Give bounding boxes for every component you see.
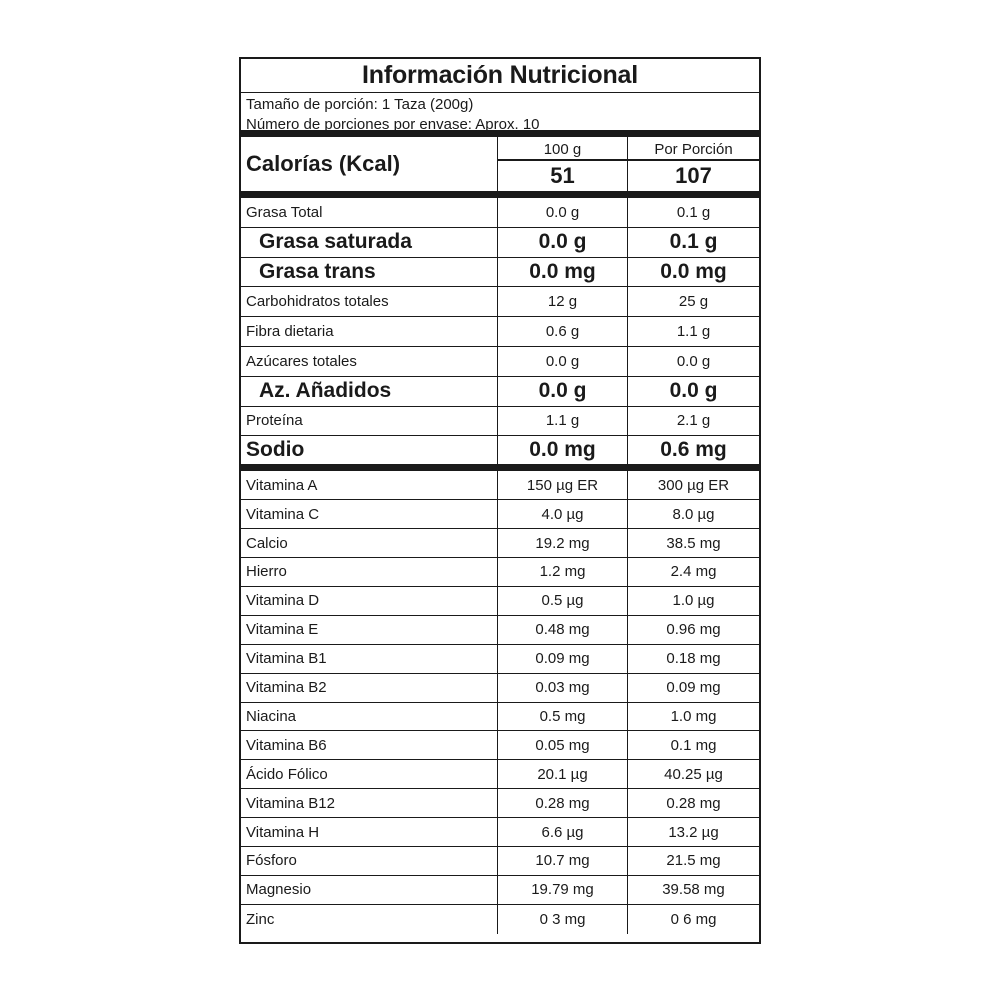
nutrient-name: Grasa trans [241, 258, 498, 287]
vitamin-per-serving: 8.0 µg [672, 505, 715, 523]
nutrient-per-100g: 1.1 g [498, 407, 628, 436]
nutrient-name: Az. Añadidos [241, 377, 498, 406]
nutrient-name: Grasa Total [241, 198, 498, 227]
vitamin-per-serving: 300 µg ER [657, 476, 730, 494]
vitamin-per-serving: 2.4 mg [670, 563, 717, 581]
vitamin-name: Magnesio [241, 876, 498, 904]
nutrient-name: Grasa saturada [241, 228, 498, 257]
vitamin-per-100g: 0.03 mg [498, 674, 628, 702]
vitamin-per-serving: 21.5 mg [666, 852, 721, 870]
vitamin-name: Vitamina B12 [241, 789, 498, 817]
nutrient-per-100g: 12 g [498, 287, 628, 316]
vitamin-per-100g: 10.7 mg [498, 847, 628, 875]
vitamin-row [241, 818, 759, 847]
vitamin-per-serving: 1.0 µg [672, 592, 715, 610]
vitamin-row [241, 703, 759, 732]
nutrient-per-100g: 0.0 g [498, 377, 628, 406]
vitamin-row [241, 529, 759, 558]
vitamin-row [241, 616, 759, 645]
nutrient-row [241, 228, 759, 258]
vitamin-name: Vitamina B2 [241, 674, 498, 702]
nutrient-per-100g: 0.0 mg [498, 258, 628, 287]
vitamin-row [241, 500, 759, 529]
vitamin-name: Vitamina H [241, 818, 498, 846]
vitamin-per-serving: 0.1 mg [670, 736, 717, 754]
vitamin-per-100g: 1.2 mg [498, 558, 628, 586]
nutrient-per-100g: 0.0 mg [498, 436, 628, 464]
vitamin-per-100g: 20.1 µg [498, 760, 628, 788]
nutrient-per-serving: 0.1 g [669, 230, 718, 254]
nutrient-row [241, 347, 759, 377]
nutrients-table [241, 198, 759, 471]
serving-info [241, 93, 759, 137]
vitamin-name: Niacina [241, 703, 498, 731]
vitamin-per-100g: 0.48 mg [498, 616, 628, 644]
calories-value-serving: 107 [675, 163, 712, 188]
nutrient-row [241, 198, 759, 228]
vitamin-per-serving: 0.18 mg [666, 650, 721, 668]
nutrient-per-100g: 0.0 g [498, 228, 628, 257]
vitamin-per-serving: 0.28 mg [666, 794, 721, 812]
nutrient-per-serving: 2.1 g [676, 412, 711, 430]
column-header-100g: 100 g [498, 137, 627, 161]
vitamin-per-100g: 6.6 µg [498, 818, 628, 846]
vitamin-per-100g: 0 3 mg [498, 905, 628, 934]
vitamin-per-100g: 19.2 mg [498, 529, 628, 557]
vitamin-name: Calcio [241, 529, 498, 557]
vitamin-name: Ácido Fólico [241, 760, 498, 788]
nutrient-per-100g: 0.0 g [498, 198, 628, 227]
nutrient-row [241, 258, 759, 288]
vitamin-row [241, 789, 759, 818]
calories-label: Calorías (Kcal) [241, 137, 498, 191]
vitamin-per-100g: 0.28 mg [498, 789, 628, 817]
nutrient-per-serving: 0.1 g [676, 203, 711, 221]
vitamin-name: Vitamina E [241, 616, 498, 644]
vitamin-per-serving: 38.5 mg [666, 534, 721, 552]
nutrient-per-serving: 0.0 mg [660, 259, 727, 283]
vitamin-per-serving: 0.96 mg [666, 621, 721, 639]
vitamin-per-100g: 0.5 µg [498, 587, 628, 615]
vitamin-row [241, 760, 759, 789]
nutrient-row [241, 287, 759, 317]
vitamin-per-100g: 150 µg ER [498, 471, 628, 499]
vitamin-name: Hierro [241, 558, 498, 586]
nutrient-name: Fibra dietaria [241, 317, 498, 346]
vitamin-per-serving: 39.58 mg [662, 881, 725, 899]
vitamin-row [241, 558, 759, 587]
vitamin-per-100g: 0.5 mg [498, 703, 628, 731]
vitamin-row [241, 731, 759, 760]
nutrition-facts-label [239, 57, 761, 944]
nutrient-row [241, 436, 759, 471]
vitamin-per-serving: 1.0 mg [670, 707, 717, 725]
nutrient-name: Carbohidratos totales [241, 287, 498, 316]
nutrient-name: Azúcares totales [241, 347, 498, 376]
vitamin-per-100g: 19.79 mg [498, 876, 628, 904]
vitamin-row [241, 847, 759, 876]
vitamin-row [241, 471, 759, 500]
nutrient-name: Sodio [241, 436, 498, 464]
vitamin-per-serving: 0.09 mg [666, 679, 721, 697]
vitamin-row [241, 645, 759, 674]
vitamin-per-100g: 4.0 µg [498, 500, 628, 528]
vitamin-name: Vitamina A [241, 471, 498, 499]
vitamin-per-serving: 13.2 µg [668, 823, 719, 841]
servings-per-container: Número de porciones por envase: Aprox. 10 [246, 116, 540, 133]
nutrient-row [241, 377, 759, 407]
nutrient-per-serving: 25 g [678, 293, 709, 311]
vitamin-name: Fósforo [241, 847, 498, 875]
vitamins-table [241, 471, 759, 933]
vitamin-name: Vitamina B6 [241, 731, 498, 759]
vitamin-row [241, 587, 759, 616]
vitamin-per-100g: 0.09 mg [498, 645, 628, 673]
serving-size: Tamaño de porción: 1 Taza (200g) [246, 96, 474, 113]
vitamin-row [241, 876, 759, 905]
nutrient-per-100g: 0.6 g [498, 317, 628, 346]
vitamin-row [241, 905, 759, 934]
nutrient-name: Proteína [241, 407, 498, 436]
nutrient-per-serving: 0.0 g [669, 379, 718, 403]
vitamin-name: Vitamina B1 [241, 645, 498, 673]
calories-value-100g: 51 [550, 163, 575, 188]
nutrient-row [241, 317, 759, 347]
calories-col-serving [628, 137, 759, 191]
vitamin-per-serving: 40.25 µg [664, 765, 723, 783]
calories-col-100g [498, 137, 628, 191]
nutrient-per-100g: 0.0 g [498, 347, 628, 376]
vitamin-per-serving: 0 6 mg [670, 910, 717, 928]
nutrient-row [241, 407, 759, 437]
vitamin-per-100g: 0.05 mg [498, 731, 628, 759]
calories-row [241, 137, 759, 198]
nutrient-per-serving: 1.1 g [676, 323, 711, 341]
nutrient-per-serving: 0.0 g [676, 352, 711, 370]
vitamin-name: Vitamina C [241, 500, 498, 528]
vitamin-name: Vitamina D [241, 587, 498, 615]
vitamin-name: Zinc [241, 905, 498, 934]
label-title: Información Nutricional [241, 59, 759, 93]
column-header-serving: Por Porción [628, 137, 759, 161]
vitamin-row [241, 674, 759, 703]
nutrient-per-serving: 0.6 mg [660, 438, 727, 462]
